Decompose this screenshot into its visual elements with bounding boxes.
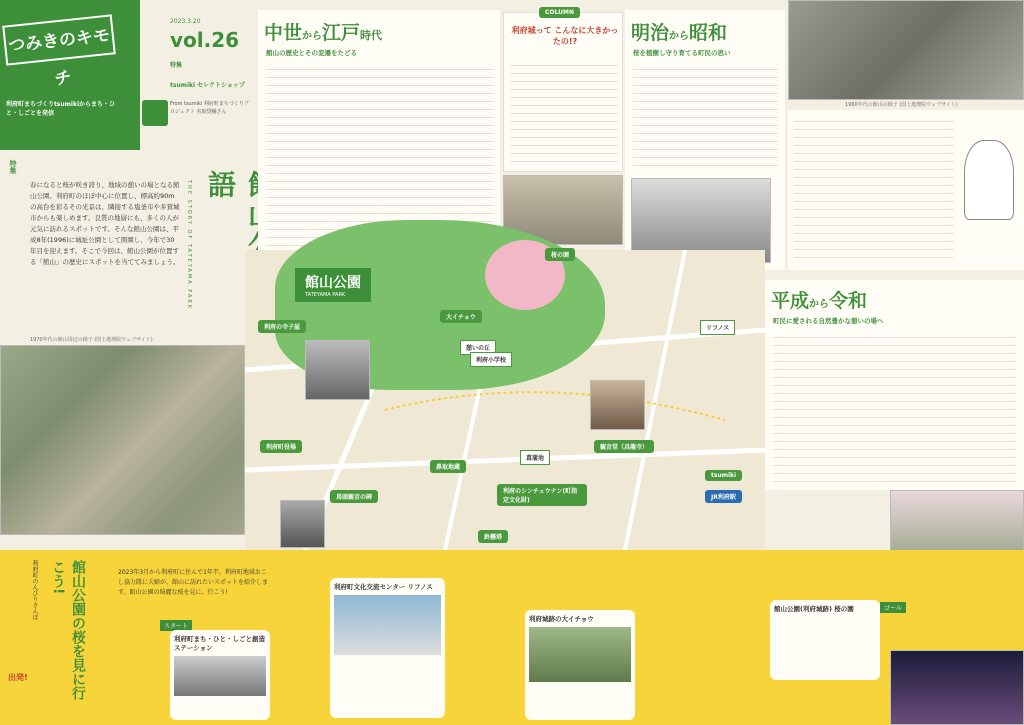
walk-start-label: スタート xyxy=(160,620,192,631)
spot-station-photo xyxy=(174,656,266,696)
feature-title-en: THE STORY OF TATEYAMA PARK xyxy=(186,180,192,311)
map-label-cherry-garden[interactable]: 桜の園 xyxy=(545,248,575,261)
spot-ginkgo-photo xyxy=(529,627,631,682)
meiji-from: から xyxy=(669,31,690,42)
medieval-title xyxy=(264,18,382,45)
issue-number: vol.26 xyxy=(170,28,240,52)
walk-title: 館山公園の桜を見に行こう! xyxy=(50,560,86,700)
heisei-title-a: 平成 xyxy=(771,290,810,312)
map-label-batou-monument[interactable]: 馬頭観音の碑 xyxy=(330,490,378,503)
spot-ginkgo[interactable] xyxy=(525,610,635,720)
column-title: 利府城って こんなに大きかったの!? xyxy=(511,26,619,46)
meiji-title-b: 昭和 xyxy=(689,22,728,44)
meiji-body-right xyxy=(794,114,954,264)
issue-date: 2023.3.20 xyxy=(170,18,201,25)
medieval-title-b: 江戸 xyxy=(322,22,361,44)
spot-station-name: 利府町まち・ひと・しごと創造ステーション xyxy=(174,635,265,652)
column-label: COLUMN xyxy=(539,7,580,18)
map-label-rifunos[interactable]: リフノス xyxy=(700,320,735,335)
map-label-ginkgo[interactable]: 大イチョウ xyxy=(440,310,482,323)
map-label-townhall[interactable]: 利府町役場 xyxy=(260,440,302,453)
meiji-section-right xyxy=(788,110,1024,270)
park-sign xyxy=(295,268,371,302)
medieval-title-a: 中世 xyxy=(264,22,303,44)
map-label-kannondo[interactable]: 観音堂（具龍寺） xyxy=(594,440,654,453)
feature-title: 語 xyxy=(204,170,237,200)
terakoya-photo xyxy=(305,340,370,400)
medieval-suffix: 時代 xyxy=(360,29,383,42)
walk-go-label: 出発! xyxy=(8,673,28,682)
heisei-body xyxy=(773,330,1016,485)
tagline: 利府町まちづくりtsumikiからまち・ひと・しごとを発信 xyxy=(6,101,116,117)
medieval-subtitle: 館山の歴史とその変遷をたどる xyxy=(266,49,357,57)
feature-label: 特集 xyxy=(170,62,183,69)
map-label-terakoya[interactable]: 利府の寺子屋 xyxy=(258,320,306,333)
walk-intro: 2023年3月から利府町に住んで1年半。利府町地域おこし協力隊に夫婦が、館山に訪れたいスポットを紹介します。館山公園の綺麗な桜を見に、行こう! xyxy=(118,569,269,596)
spot-station[interactable] xyxy=(170,630,270,720)
project-info: From tsumiki 利府町まちづくりプロジェクト 名取奨輔さん xyxy=(170,101,249,115)
intro-text: 春になると桜が咲き誇り、地域の憩いの場となる館山公園。利府町のほぼ中心に位置し、標高約90mの高台を彩るその光景は、隣接する塩釜市や多賀城市からも楽しめます。良質の地層にも、多くの人が元気に訪れるスポットです。そんな館山公園は、平成8年(1996)に城址公園として開園し、今年で30年目を迎えます。そこで今回は、館山公園が位置する「館山」の歴史にスポットを当ててみましょう。 xyxy=(30,181,180,266)
walk-section xyxy=(0,550,1024,725)
heisei-title-b: 令和 xyxy=(829,290,868,312)
aerial-photo-1960s xyxy=(788,0,1024,100)
map-label-hanatori-jizo[interactable]: 鼻取地蔵 xyxy=(430,460,466,473)
map-label-shinchunan[interactable]: 利府のシンチュウナン(町指定文化財) xyxy=(497,484,587,506)
map-label-shobu-pond[interactable]: 菖蒲池 xyxy=(520,450,550,465)
column-body xyxy=(510,58,618,166)
map-label-tsumiki[interactable]: tsumiki xyxy=(705,470,742,481)
spot-ginkgo-name: 利府城跡の大イチョウ xyxy=(529,615,594,623)
shop-label: tsumiki セレクトショップ xyxy=(170,82,245,89)
meiji-body xyxy=(633,62,778,172)
map-label-hill[interactable]: 憩いの丘 xyxy=(460,340,496,355)
meiji-title-a: 明治 xyxy=(631,22,670,44)
spot-rifunos-name: 利府町文化交流センター リフノス xyxy=(334,583,433,591)
spot-cherry-name: 館山公園(利府城跡) 桜の園 xyxy=(774,605,854,613)
brand-logo xyxy=(142,100,168,126)
meiji-subtitle: 桜を植樹し守り育てる町民の思い xyxy=(633,49,731,57)
spot-rifunos[interactable] xyxy=(330,578,445,718)
night-cherry-photo xyxy=(890,650,1024,725)
intro-section xyxy=(0,150,255,345)
walk-subtitle: 利府町のんびりさんぽ xyxy=(31,560,38,620)
kannondo-photo xyxy=(590,380,645,430)
heisei-title xyxy=(771,286,867,313)
park-name-en: TATEYAMA PARK xyxy=(305,292,346,298)
walk-goal-label: ゴール xyxy=(880,602,906,613)
monument-photo xyxy=(280,500,325,548)
heisei-subtitle: 町民に愛される自然豊かな憩いの場へ xyxy=(773,317,884,325)
park-name: 館山公園 xyxy=(305,275,361,291)
logo: つみきのキモチ xyxy=(2,14,116,65)
portrait-illustration xyxy=(964,140,1014,220)
heisei-section xyxy=(765,280,1024,490)
heisei-from: から xyxy=(809,299,830,310)
meiji-title xyxy=(631,18,727,45)
header-info xyxy=(140,0,255,150)
meiji-section xyxy=(625,10,785,270)
medieval-from: から xyxy=(302,31,323,42)
map-label-suzukake[interactable]: 鈴懸塔 xyxy=(478,530,508,543)
spot-rifunos-photo xyxy=(334,595,441,655)
aerial-caption-2: 1960年代の館山の様子 (国土地理院ウェブサイト) xyxy=(845,102,958,108)
spot-cherry-garden[interactable] xyxy=(770,600,880,680)
map-label-school[interactable]: 利府小学校 xyxy=(470,352,512,367)
map-label-jr-station[interactable]: JR利府駅 xyxy=(705,490,742,503)
column-section xyxy=(503,9,623,172)
intro-label: 特集 xyxy=(9,160,17,174)
aerial-photo-1970s xyxy=(0,345,245,535)
header-panel xyxy=(0,0,140,150)
aerial-caption-1: 1970年代の館山周辺の様子 (国土地理院ウェブサイト) xyxy=(30,337,153,343)
